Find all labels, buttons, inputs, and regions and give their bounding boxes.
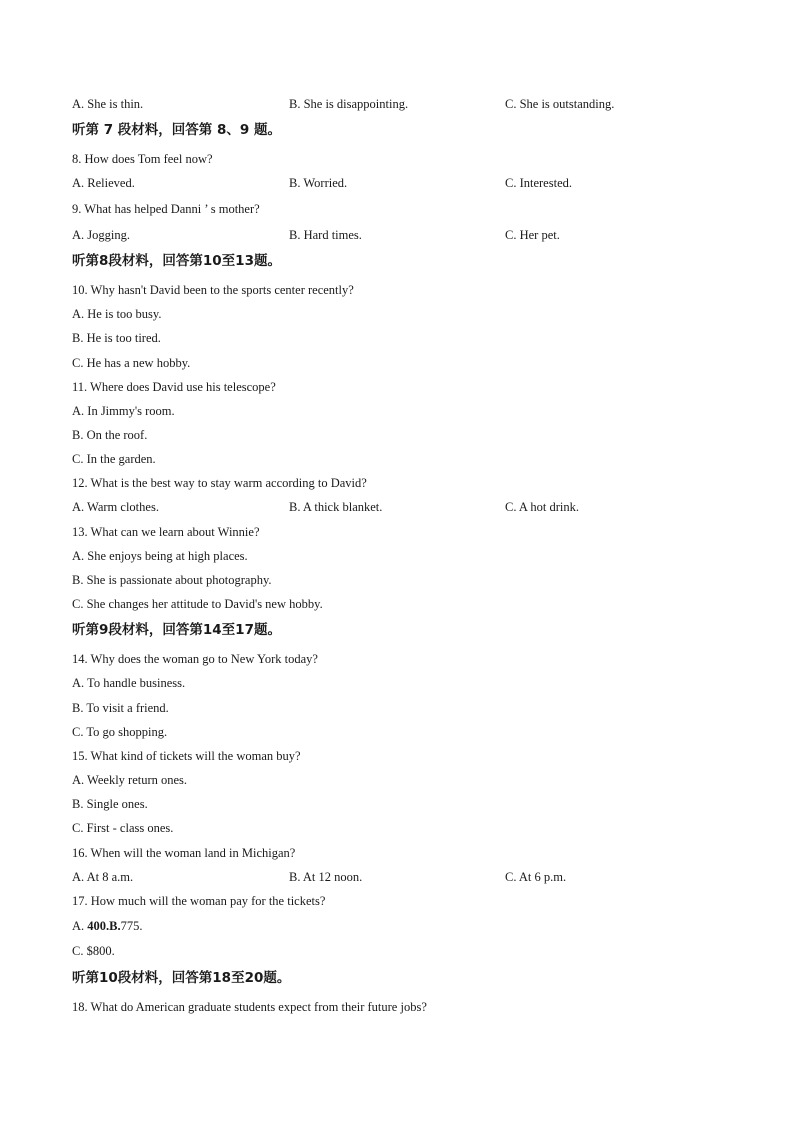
q9-option-a: A. Jogging.	[72, 228, 130, 242]
q14-option-a: A. To handle business.	[72, 676, 186, 690]
q16-option-a: A. At 8 a.m.	[72, 870, 134, 884]
q10-option-b: B. He is too tired.	[72, 331, 161, 345]
question-9: 9. What has helped Danni ’ s mother?	[72, 202, 260, 216]
question-15: 15. What kind of tickets will the woman buy?	[72, 749, 301, 763]
q13-option-a: A. She enjoys being at high places.	[72, 549, 248, 563]
q14-option-b: B. To visit a friend.	[72, 701, 169, 715]
question-11: 11. Where does David use his telescope?	[72, 380, 276, 394]
q11-option-b: B. On the roof.	[72, 428, 148, 442]
section-heading-8: 听第8段材料，回答第10至13题。	[72, 253, 281, 269]
q17-option-c: C. $800.	[72, 944, 115, 958]
question-8: 8. How does Tom feel now?	[72, 152, 213, 166]
q9-option-c: C. Her pet.	[505, 228, 560, 242]
question-12: 12. What is the best way to stay warm according to David?	[72, 476, 367, 490]
question-14: 14. Why does the woman go to New York today?	[72, 652, 318, 666]
q16-option-b: B. At 12 noon.	[289, 870, 363, 884]
question-17: 17. How much will the woman pay for the tickets?	[72, 894, 326, 908]
q12-option-a: A. Warm clothes.	[72, 500, 159, 514]
question-16: 16. When will the woman land in Michigan?	[72, 846, 296, 860]
q10-option-c: C. He has a new hobby.	[72, 356, 191, 370]
question-13: 13. What can we learn about Winnie?	[72, 525, 260, 539]
q12-option-b: B. A thick blanket.	[289, 500, 383, 514]
q17-option-a	[72, 918, 143, 934]
q17-option-a-prefix: A.	[72, 919, 88, 933]
section-heading-9: 听第9段材料，回答第14至17题。	[72, 622, 281, 638]
q17-option-a-bold: 400.B.	[87, 919, 121, 933]
q8-option-b: B. Worried.	[289, 176, 348, 190]
q15-option-b: B. Single ones.	[72, 797, 148, 811]
q11-option-a: A. In Jimmy's room.	[72, 404, 175, 418]
q8-option-c: C. Interested.	[505, 176, 572, 190]
q12-option-c: C. A hot drink.	[505, 500, 579, 514]
q7-option-b: B. She is disappointing.	[289, 97, 409, 111]
q8-option-a: A. Relieved.	[72, 176, 135, 190]
section-heading-10: 听第10段材料，回答第18至20题。	[72, 970, 291, 986]
q15-option-a: A. Weekly return ones.	[72, 773, 188, 787]
q7-option-a: A. She is thin.	[72, 97, 144, 111]
q13-option-b: B. She is passionate about photography.	[72, 573, 272, 587]
q17-option-a-suffix: 775.	[120, 919, 143, 933]
q16-option-c: C. At 6 p.m.	[505, 870, 567, 884]
section-heading-7: 听第 7 段材料，回答第 8、9 题。	[72, 122, 281, 138]
question-10: 10. Why hasn't David been to the sports center recently?	[72, 283, 354, 297]
q11-option-c: C. In the garden.	[72, 452, 156, 466]
q7-option-c: C. She is outstanding.	[505, 97, 615, 111]
q15-option-c: C. First - class ones.	[72, 821, 174, 835]
q9-option-b: B. Hard times.	[289, 228, 362, 242]
question-18: 18. What do American graduate students expect from their future jobs?	[72, 1000, 427, 1014]
q10-option-a: A. He is too busy.	[72, 307, 162, 321]
q13-option-c: C. She changes her attitude to David's new hobby.	[72, 597, 323, 611]
q14-option-c: C. To go shopping.	[72, 725, 168, 739]
